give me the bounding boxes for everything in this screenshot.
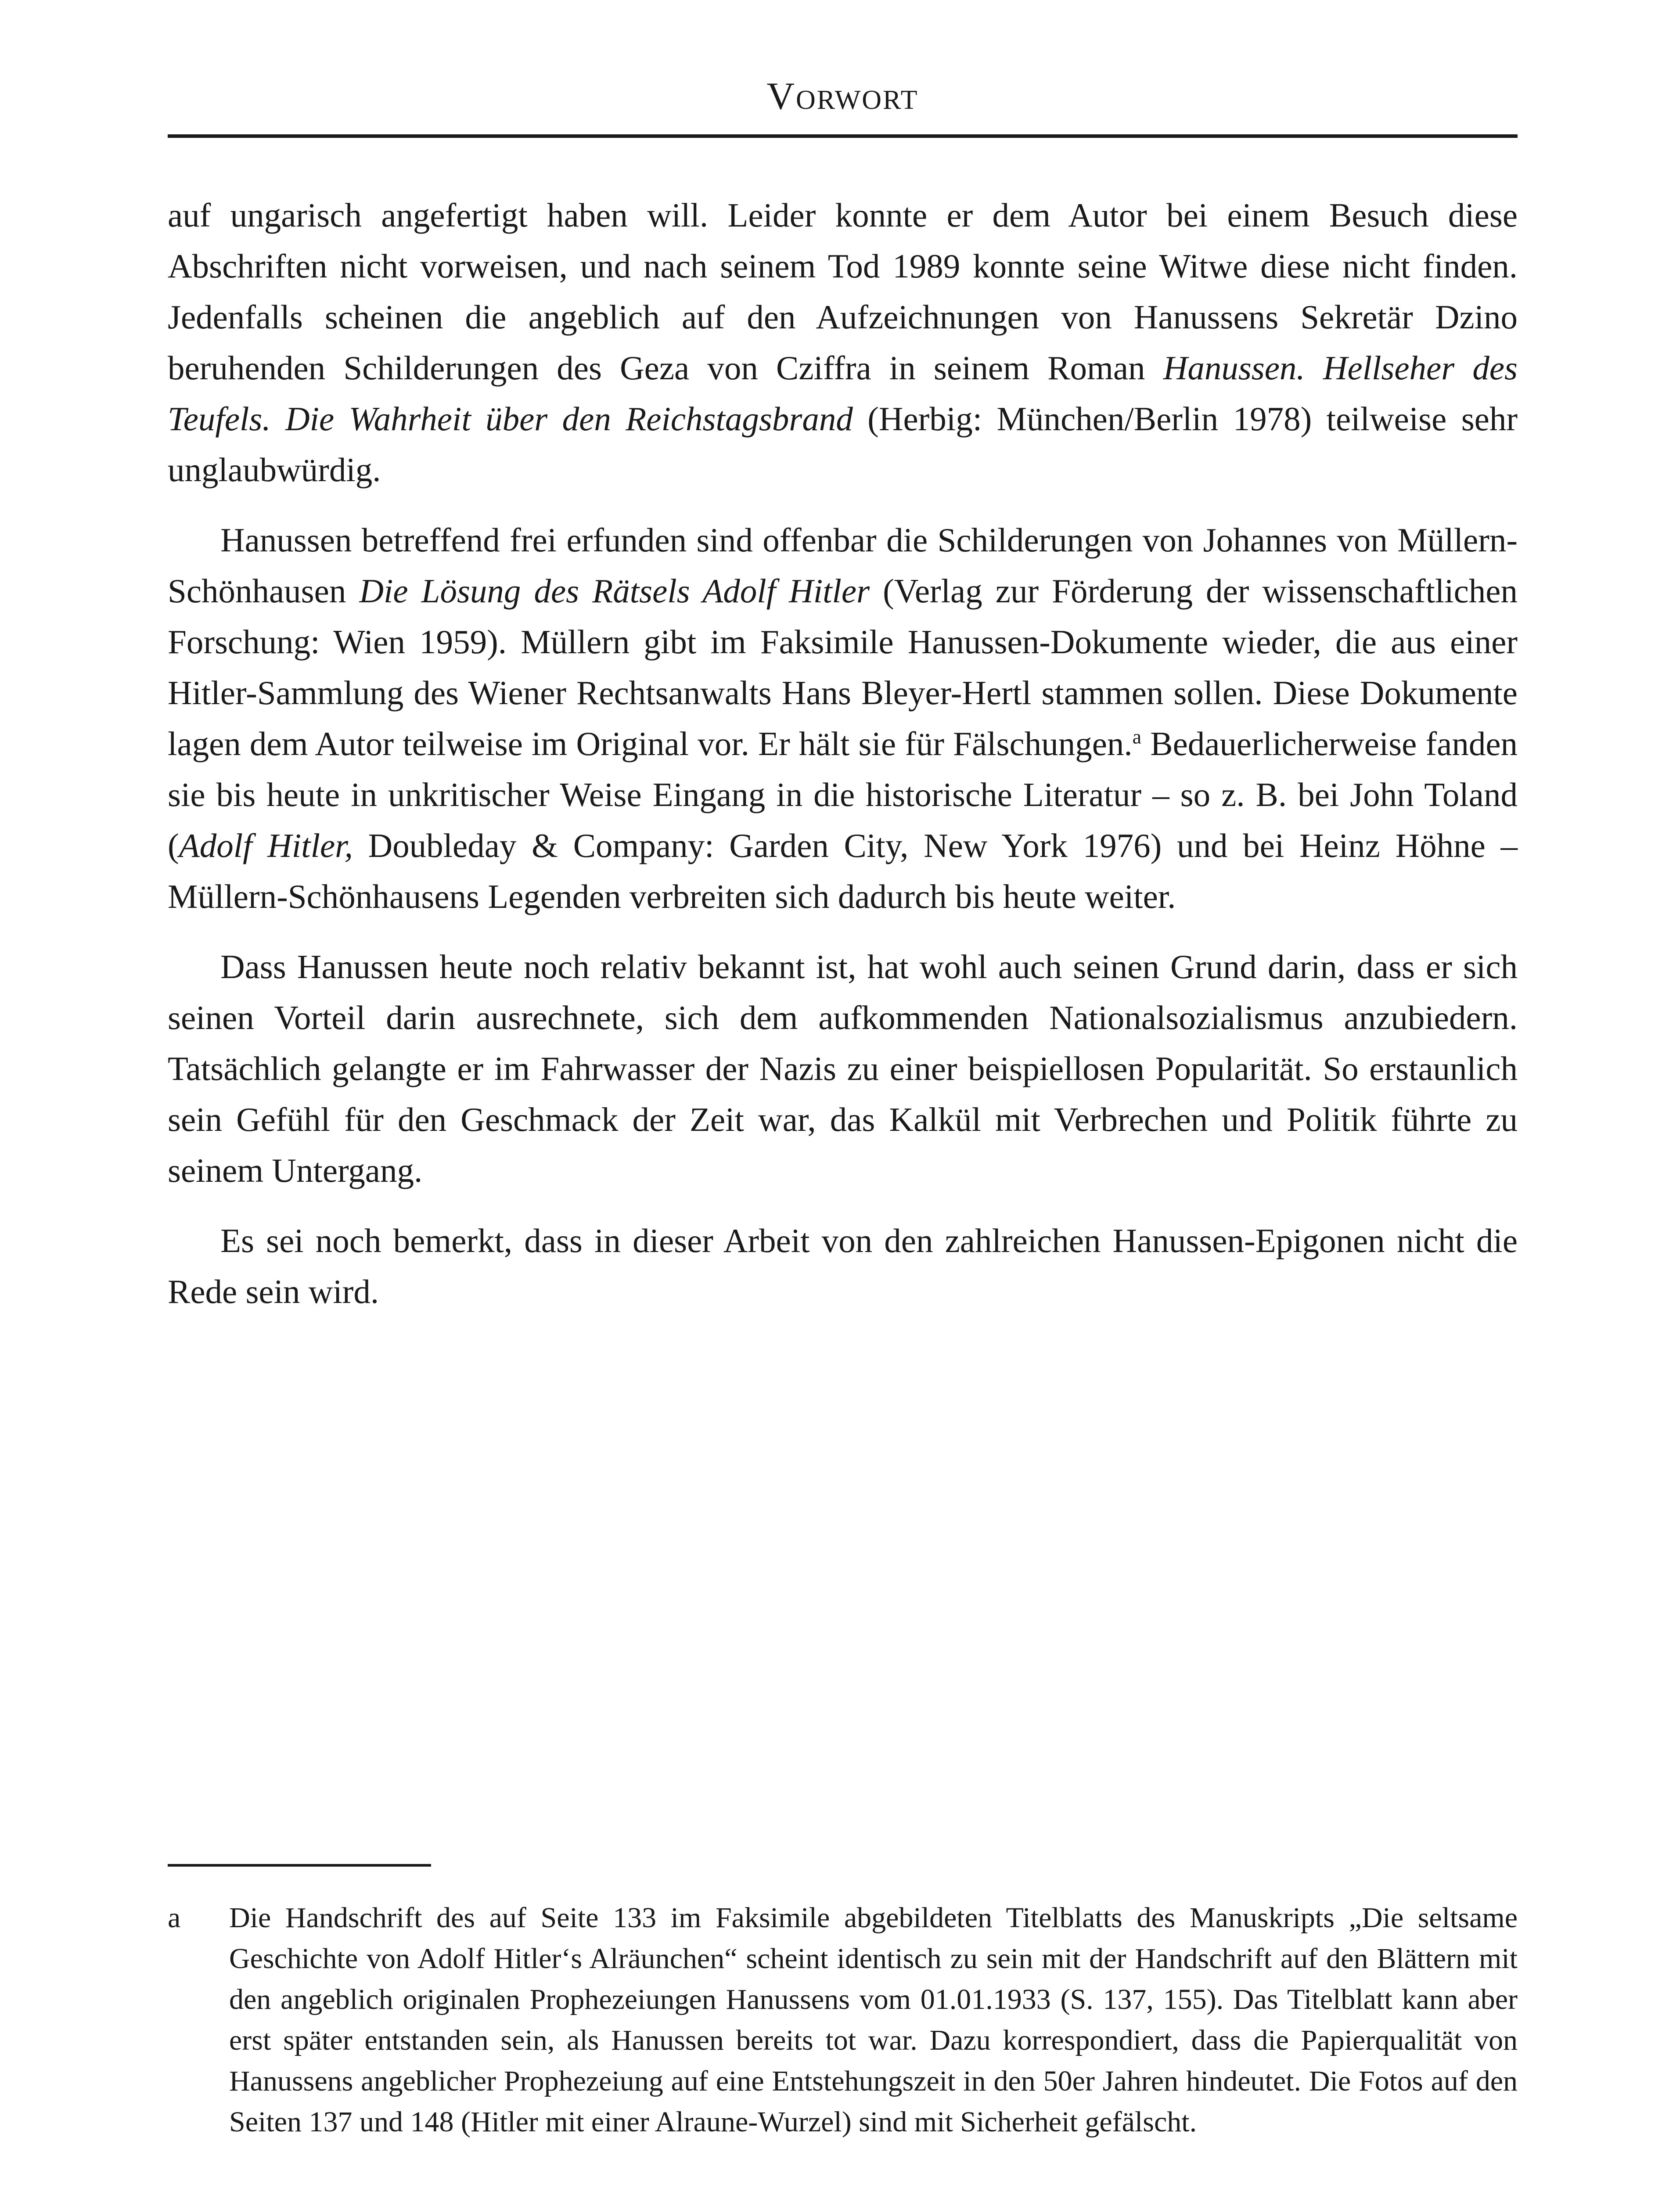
footnote-text: Die Handschrift des auf Seite 133 im Faksimile abgebildeten Titelblatts des Manuskripts „Die seltsame Geschichte von Adolf Hitler‘s Alräunchen“ scheint identisch zu sein mit der Handschrift auf den Blättern mit den angeblich originalen Prophezeiungen Hanussens vom 01.01.1933 (S. 137, 155). Das Titelblatt kann aber erst später entstanden sein, als Hanussen bereits tot war. Dazu korrespondiert, dass die Papierqualität von Hanussens angeblicher Prophezeiung auf eine Entstehungszeit in den 50er Jahren hindeutet. Die Fotos auf den Seiten 137 und 148 (Hitler mit einer Alraune-Wurzel) sind mit Sicherheit gefälscht. bbox=[229, 1902, 1518, 2138]
paragraph-2-text-2: (Verlag zur Förderung der wissenschaftlichen Forschung: Wien 1959). Müllern gibt im Faksimile Hanussen-Dokumente wieder, die aus einer Hitler-Sammlung des Wiener Rechtsanwalts Hans Bleyer-Hertl stammen sollen. Diese Dokumente lagen dem Autor teilweise im Original vor. Er hält sie für Fälschungen. bbox=[168, 572, 1518, 763]
paragraph-2-text-4: Doubleday & Company: Garden City, New York 1976) und bei Heinz Höhne – Müllern-Schönhausens Legenden verbreiten sich dadurch bis heute weiter. bbox=[168, 827, 1518, 915]
paragraph-4: Es sei noch bemerkt, dass in dieser Arbeit von den zahlreichen Hanussen-Epigonen nicht die Rede sein wird. bbox=[168, 1222, 1518, 1310]
footnote-mark: a bbox=[168, 1902, 181, 1934]
paragraph-1 bbox=[168, 190, 1518, 495]
paragraph-1-text-2: (Herbig: München/Berlin 1978) teilweise sehr unglaubwürdig. bbox=[168, 400, 1518, 489]
running-head: Vorwort bbox=[766, 75, 919, 118]
book-title-loesung: Die Lösung des Rätsels Adolf Hitler bbox=[359, 572, 870, 610]
paragraph-3: Dass Hanussen heute noch relativ bekannt ist, hat wohl auch seinen Grund darin, dass er sich seinen Vorteil darin ausrechnete, sich dem aufkommenden Nationalsozialismus anzubiedern. Tatsächlich gelangte er im Fahrwasser der Nazis zu einer beispiellosen Popularität. So erstaunlich sein Gefühl für den Geschmack der Zeit war, das Kalkül mit Verbrechen und Politik führte zu seinem Untergang. bbox=[168, 948, 1518, 1189]
footnote bbox=[168, 1897, 1518, 2142]
paragraph-2-text-3: Bedauerlicherweise fanden sie bis heute in unkritischer Weise Eingang in die historische Literatur – so z. B. bei John Toland ( bbox=[168, 725, 1518, 864]
book-title-hanussen: Hanussen. Hellseher des Teufels. Die Wahrheit über den Reichstagsbrand bbox=[168, 349, 1518, 438]
body-text bbox=[168, 190, 1518, 1336]
header-rule bbox=[168, 134, 1518, 138]
paragraph-2-text-1: Hanussen betreffend frei erfunden sind offenbar die Schilderungen von Johannes von Müllern-Schönhausen bbox=[168, 521, 1518, 610]
book-title-adolf-hitler: Adolf Hitler, bbox=[179, 827, 353, 864]
footnote-reference[interactable]: a bbox=[1132, 725, 1142, 748]
footnote-rule bbox=[168, 1864, 431, 1867]
paragraph-2 bbox=[168, 515, 1518, 922]
paragraph-1-text-1: auf ungarisch angefertigt haben will. Leider konnte er dem Autor bei einem Besuch diese Abschriften nicht vorweisen, und nach seinem Tod 1989 konnte seine Witwe diese nicht finden. Jedenfalls scheinen die angeblich auf den Aufzeichnungen von Hanussens Sekretär Dzino beruhenden Schilderungen des Geza von Cziffra in seinem Roman bbox=[168, 196, 1518, 387]
